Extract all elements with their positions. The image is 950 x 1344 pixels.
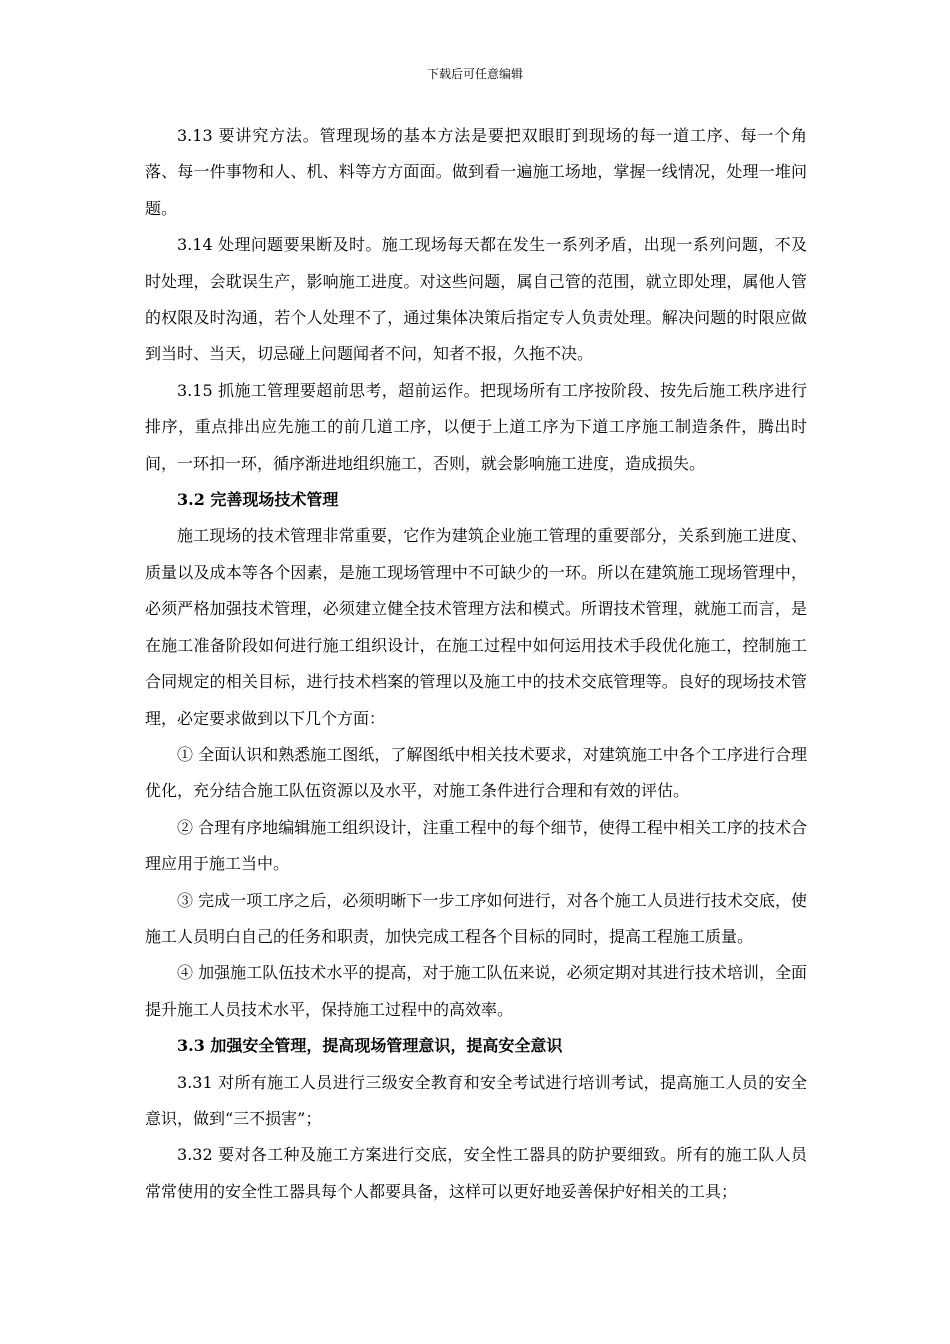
section-heading-3-2: 3.2 完善现场技术管理 <box>177 490 339 510</box>
paragraph-3-14: 3.14 处理问题要果断及时。施工现场每天都在发生一系列矛盾，出现一系列问题，不及时处理，会耽误生产，影响施工进度。对这些问题，属自己管的范围，就立即处理，属他人管的权限及时沟通，若个人处理不了，通过集体决策后指定专人负责处理。解决问题的时限应做到当时、当天，切忌碰上问题闻者不问，知者不报，久拖不决。 <box>145 235 807 364</box>
paragraph-3-15: 3.15 抓施工管理要超前思考，超前运作。把现场所有工序按阶段、按先后施工秩序进行排序，重点排出应先施工的前几道工序，以便于上道工序为下道工序施工制造条件，腾出时间，一环扣一环，循序渐进地组织施工，否则，就会影响施工进度，造成损失。 <box>145 380 807 473</box>
page-header: 下载后可任意编辑 <box>426 67 523 81</box>
paragraph-3-13: 3.13 要讲究方法。管理现场的基本方法是要把双眼盯到现场的每一道工序、每一个角落、每一件事物和人、机、料等方方面面。做到看一遍施工场地，掌握一线情况，处理一堆问题。 <box>145 126 807 218</box>
list-item-3: ③ 完成一项工序之后，必须明晰下一步工序如何进行，对各个施工人员进行技术交底，使施工人员明白自己的任务和职责，加快完成工程各个目标的同时，提高工程施工质量。 <box>145 890 807 946</box>
paragraph-3-31: 3.31 对所有施工人员进行三级安全教育和安全考试进行培训考试，提高施工人员的安全意识，做到“三不损害”； <box>145 1072 807 1128</box>
paragraph-3-32: 3.32 要对各工种及施工方案进行交底，安全性工器具的防护要细致。所有的施工队人员常常使用的安全性工器具每个人都要具备，这样可以更好地妥善保护好相关的工具； <box>145 1145 807 1201</box>
list-item-4: ④ 加强施工队伍技术水平的提高，对于施工队伍来说，必须定期对其进行技术培训，全面提升施工人员技术水平，保持施工过程中的高效率。 <box>145 963 807 1019</box>
section-heading-3-3: 3.3 加强安全管理，提高现场管理意识，提高安全意识 <box>177 1036 563 1056</box>
list-item-1: ① 全面认识和熟悉施工图纸，了解图纸中相关技术要求，对建筑施工中各个工序进行合理优化，充分结合施工队伍资源以及水平，对施工条件进行合理和有效的评估。 <box>145 744 807 801</box>
document-body <box>145 118 807 1210</box>
paragraph-tech-management: 施工现场的技术管理非常重要，它作为建筑企业施工管理的重要部分，关系到施工进度、质量以及成本等各个因素，是施工现场管理中不可缺少的一环。所以在建筑施工现场管理中，必须严格加强技术管理，必须建立健全技术管理方法和模式。所谓技术管理，就施工而言，是在施工准备阶段如何进行施工组织设计，在施工过程中如何运用技术手段优化施工，控制施工合同规定的相关目标，进行技术档案的管理以及施工中的技术交底管理等。良好的现场技术管理，必定要求做到以下几个方面： <box>145 526 807 728</box>
list-item-2: ② 合理有序地编辑施工组织设计，注重工程中的每个细节，使得工程中相关工序的技术合理应用于施工当中。 <box>145 817 807 874</box>
